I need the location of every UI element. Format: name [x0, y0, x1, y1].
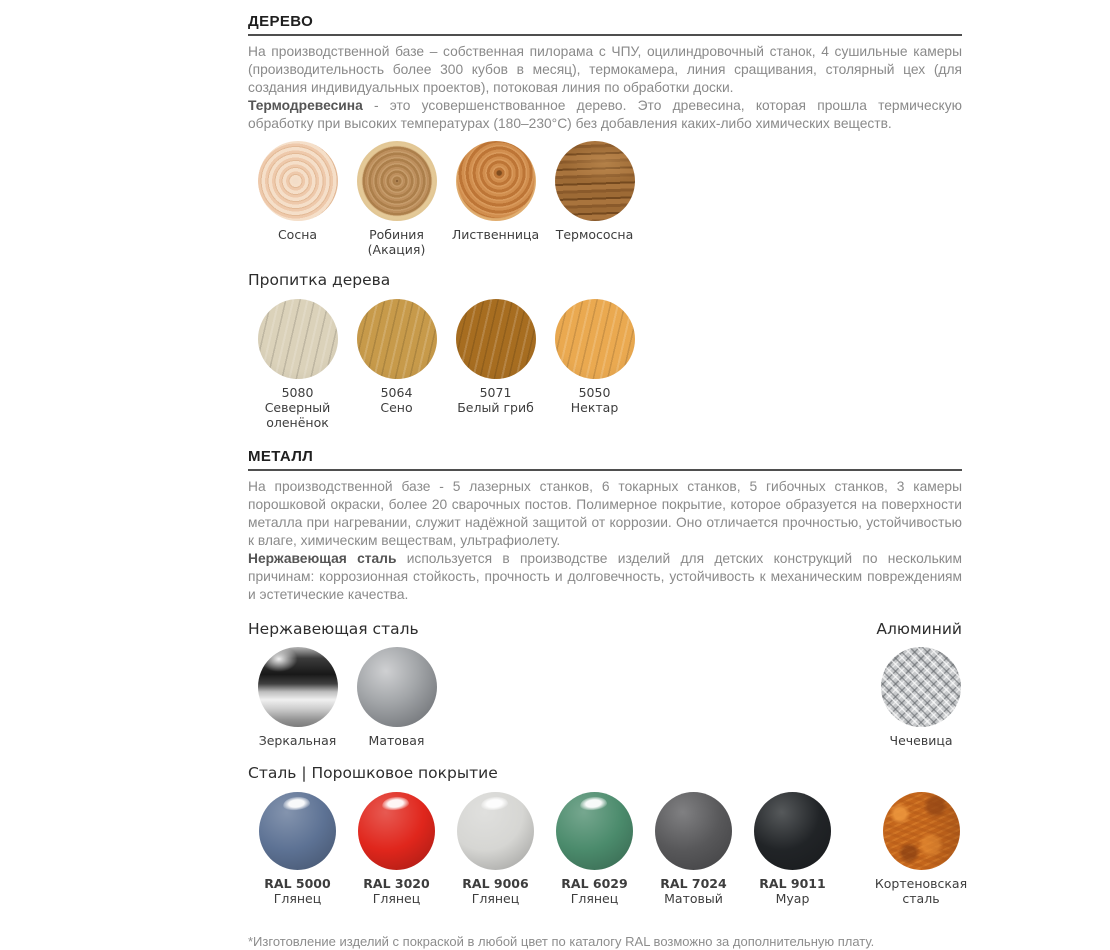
- thermowood-lead: Термодревесина: [248, 98, 363, 113]
- swatch-label: RAL 7024 Матовый: [660, 876, 727, 906]
- swatch-stain-5080: [248, 299, 347, 430]
- swatch-matte-steel: [347, 647, 446, 748]
- swatch-label: RAL 6029 Глянец: [561, 876, 628, 906]
- swatch-label: Сосна: [277, 227, 318, 242]
- ral-9006-image: [457, 792, 534, 870]
- stainless-title: Нержавеющая сталь: [248, 620, 419, 638]
- wood-species-row: [248, 141, 962, 257]
- stain-5080-image: [258, 299, 338, 379]
- swatch-ral-5000: [248, 792, 347, 906]
- swatch-label: Робиния (Акация): [367, 227, 426, 257]
- metal-subsection-header: [248, 620, 962, 638]
- swatch-ral-9011: [743, 792, 842, 906]
- metal-intro-paragraph: На производственной базе - 5 лазерных станков, 6 токарных станков, 5 гибочных станков, 3 камеры порошковой окраски, более 20 сварочных постов. Полимерное покрытие, которое образуется на поверхности металла при нагревании, служит надёжной защитой от коррозии. Оно отличается прочностью, устойчивостью к влаге, химическим веществам, ультрафиолету.: [248, 479, 962, 548]
- swatch-ral-3020: [347, 792, 446, 906]
- powder-coating-row: [248, 792, 968, 906]
- swatch-label: RAL 9006 Глянец: [462, 876, 529, 906]
- swatch-label: 5050 Нектар: [570, 385, 619, 415]
- swatch-label: Матовая: [368, 733, 425, 748]
- mirror-steel-image: [258, 647, 338, 727]
- wood-section: [248, 13, 962, 430]
- swatch-ral-6029: [545, 792, 644, 906]
- thermowood-paragraph: [248, 97, 962, 133]
- swatch-label: Лиственница: [451, 227, 540, 242]
- stainless-aluminum-row: [248, 647, 962, 748]
- ral-9011-image: [754, 792, 831, 870]
- swatch-label: 5064 Сено: [380, 385, 413, 415]
- ral-3020-image: [358, 792, 435, 870]
- powder-title: Сталь | Порошковое покрытие: [248, 764, 498, 782]
- ral-5000-image: [259, 792, 336, 870]
- wood-section-title: ДЕРЕВО: [248, 13, 314, 30]
- swatch-pine: [248, 141, 347, 257]
- diamond-plate-image: [881, 647, 961, 727]
- corten-image: [883, 792, 960, 870]
- ral-6029-image: [556, 792, 633, 870]
- swatch-label: Зеркальная: [258, 733, 337, 748]
- larch-image: [456, 141, 536, 221]
- metal-section-title: МЕТАЛЛ: [248, 448, 314, 465]
- stain-5071-image: [456, 299, 536, 379]
- swatch-larch: [446, 141, 545, 257]
- swatch-stain-5071: [446, 299, 545, 430]
- swatch-label: 5071 Белый гриб: [457, 385, 534, 415]
- thermowood-text: - это усовершенствованное дерево. Это древесина, которая прошла термическую обработку при высоких температурах (180–230°С) без добавления каких-либо химических веществ.: [248, 98, 962, 131]
- swatch-ral-9006: [446, 792, 545, 906]
- pine-image: [258, 141, 338, 221]
- ral-footnote: *Изготовление изделий с покраской в любой цвет по каталогу RAL возможно за дополнительную плату.: [248, 934, 875, 949]
- aluminum-title: Алюминий: [876, 620, 962, 638]
- impregnation-row: [248, 299, 962, 430]
- stain-5050-image: [555, 299, 635, 379]
- metal-section: [248, 448, 968, 906]
- stain-5064-image: [357, 299, 437, 379]
- swatch-robinia: [347, 141, 446, 257]
- metal-section-divider: [248, 469, 962, 471]
- swatch-mirror-steel: [248, 647, 347, 748]
- thermopine-image: [555, 141, 635, 221]
- swatch-stain-5064: [347, 299, 446, 430]
- swatch-stain-5050: [545, 299, 644, 430]
- ral-7024-image: [655, 792, 732, 870]
- robinia-image: [357, 141, 437, 221]
- swatch-diamond-plate: [880, 647, 962, 748]
- swatch-label: Термососна: [555, 227, 634, 242]
- swatch-label: Кортеновская сталь: [874, 876, 968, 906]
- stainless-paragraph: [248, 550, 962, 604]
- stainless-lead: Нержавеющая сталь: [248, 551, 397, 566]
- swatch-corten: [874, 792, 968, 906]
- wood-section-divider: [248, 34, 962, 36]
- swatch-label: RAL 3020 Глянец: [363, 876, 430, 906]
- wood-intro-paragraph: На производственной базе – собственная пилорама с ЧПУ, оцилиндровочный станок, 4 сушильные камеры (производительность более 300 кубов в месяц), термокамера, линия сращивания, столярный цех (для создания индивидуальных проектов), потоковая линия по обработки доски.: [248, 44, 962, 95]
- matte-steel-image: [357, 647, 437, 727]
- swatch-label: RAL 9011 Муар: [759, 876, 826, 906]
- catalog-page: [248, 13, 968, 950]
- swatch-label: RAL 5000 Глянец: [264, 876, 331, 906]
- impregnation-title: Пропитка дерева: [248, 271, 391, 289]
- swatch-ral-7024: [644, 792, 743, 906]
- swatch-thermopine: [545, 141, 644, 257]
- stainless-text: используется в производстве изделий для детских конструкций по нескольким причинам: коррозионная стойкость, прочность и долговечность, устойчивость к механическим повреждениям и эстетические качества.: [248, 551, 962, 602]
- swatch-label: 5080 Северный оленёнок: [264, 385, 331, 430]
- swatch-label: Чечевица: [889, 733, 953, 748]
